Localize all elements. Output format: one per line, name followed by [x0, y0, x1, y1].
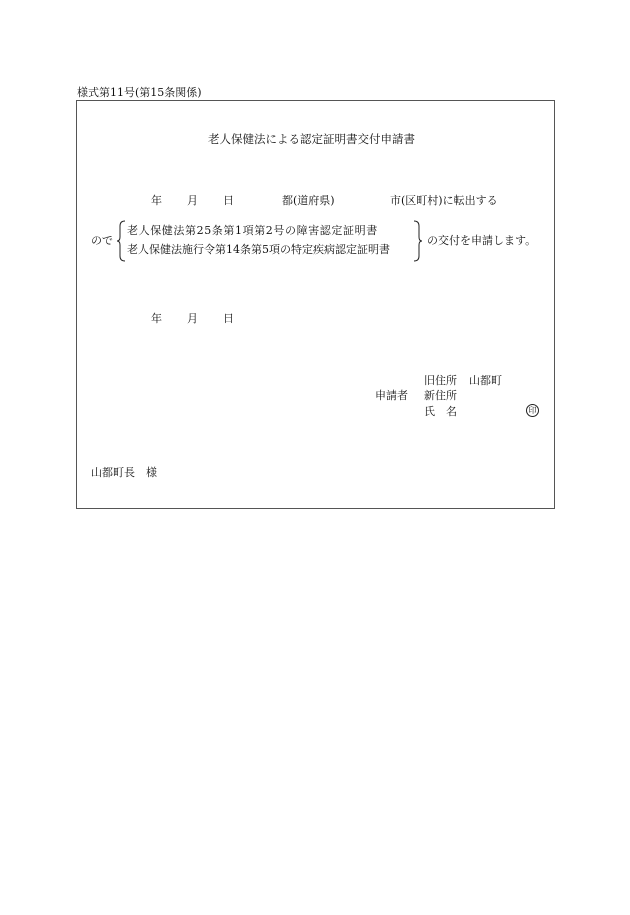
sentence-suffix: の交付を申請します。 — [427, 234, 537, 247]
seal-mark: 印 — [526, 404, 539, 417]
city-label: 市(区町村)に転出する — [390, 194, 498, 207]
right-brace — [413, 220, 423, 262]
certificate-option-disability: 老人保健法第25条第1項第2号の障害認定証明書 — [127, 224, 378, 237]
application-date-day-label: 日 — [223, 312, 234, 325]
left-brace — [116, 220, 126, 262]
old-address-value: 山都町 — [469, 374, 502, 387]
applicant-label: 申請者 — [375, 389, 408, 402]
application-date-year-label: 年 — [151, 312, 162, 325]
addressee: 山都町長 様 — [91, 466, 157, 479]
old-address-label: 旧住所 — [424, 374, 457, 387]
move-date-year-label: 年 — [151, 194, 162, 207]
name-label-given: 名 — [446, 405, 457, 418]
move-date-day-label: 日 — [223, 194, 234, 207]
move-date-month-label: 月 — [187, 194, 198, 207]
form-title: 老人保健法による認定証明書交付申請書 — [208, 132, 415, 146]
new-address-label: 新住所 — [424, 389, 457, 402]
application-date-month-label: 月 — [187, 312, 198, 325]
form-number: 様式第11号(第15条関係) — [77, 86, 202, 99]
sentence-prefix: ので — [91, 234, 113, 247]
prefecture-label: 都(道府県) — [282, 194, 335, 207]
name-label-family: 氏 — [424, 405, 435, 418]
form-frame — [76, 100, 555, 509]
certificate-option-specific-disease: 老人保健法施行令第14条第5項の特定疾病認定証明書 — [127, 243, 390, 256]
